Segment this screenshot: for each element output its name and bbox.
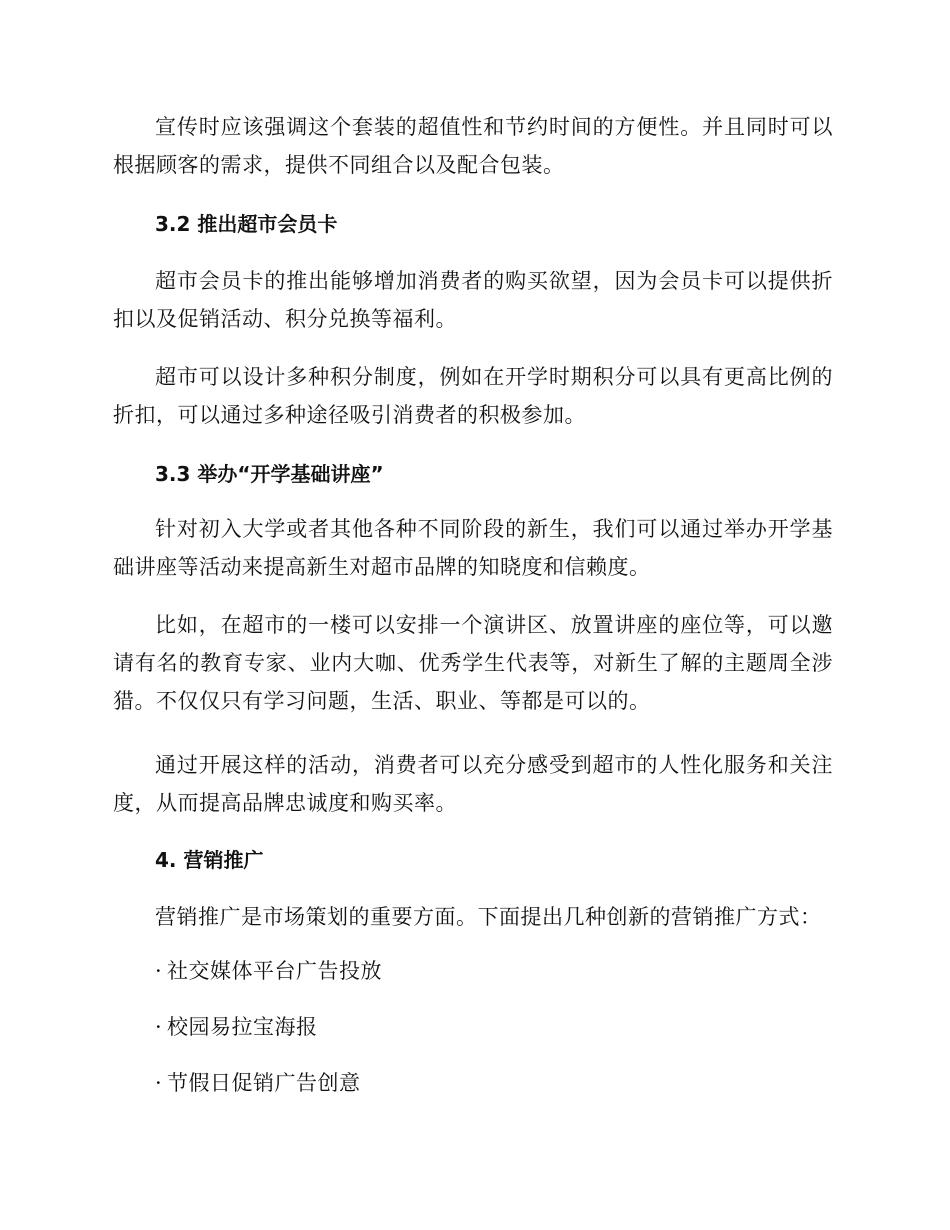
section-heading-membership-card: 3.2 推出超市会员卡 <box>155 212 338 236</box>
paragraph-lecture-target: 针对初入大学或者其他各种不同阶段的新生，我们可以通过举办开学基础讲座等活动来提高新生对超市品牌的知晓度和信赖度。 <box>113 517 833 579</box>
bullet-point: · <box>155 959 163 983</box>
list-item-text: 节假日促销广告创意 <box>167 1071 361 1095</box>
section-heading-lecture: 3.3 举办“开学基础讲座” <box>155 462 384 486</box>
paragraph-marketing-intro: 营销推广是市场策划的重要方面。下面提出几种创新的营销推广方式： <box>155 905 822 929</box>
list-item <box>155 1068 361 1098</box>
section-heading-marketing: 4. 营销推广 <box>155 848 264 872</box>
paragraph-lecture-example: 比如，在超市的一楼可以安排一个演讲区、放置讲座的座位等，可以邀请有名的教育专家、业内大咖、优秀学生代表等，对新生了解的主题周全涉猎。不仅仅只有学习问题，生活、职业、等都是可以的。 <box>113 613 833 713</box>
bullet-point: · <box>155 1015 163 1039</box>
bullet-point: · <box>155 1071 163 1095</box>
paragraph-lecture-outcome: 通过开展这样的活动，消费者可以充分感受到超市的人性化服务和关注度，从而提高品牌忠诚度和购买率。 <box>113 753 833 815</box>
paragraph-membership-benefits: 超市会员卡的推出能够增加消费者的购买欲望，因为会员卡可以提供折扣以及促销活动、积分兑换等福利。 <box>113 269 833 331</box>
list-item-text: 校园易拉宝海报 <box>167 1015 318 1039</box>
paragraph-points-system: 超市可以设计多种积分制度，例如在开学时期积分可以具有更高比例的折扣，可以通过多种途径吸引消费者的积极参加。 <box>113 365 833 427</box>
list-item <box>155 956 382 986</box>
list-item-text: 社交媒体平台广告投放 <box>167 959 382 983</box>
paragraph-promotion-emphasis: 宣传时应该强调这个套装的超值性和节约时间的方便性。并且同时可以根据顾客的需求，提供不同组合以及配合包装。 <box>113 115 833 177</box>
list-item <box>155 1012 318 1042</box>
